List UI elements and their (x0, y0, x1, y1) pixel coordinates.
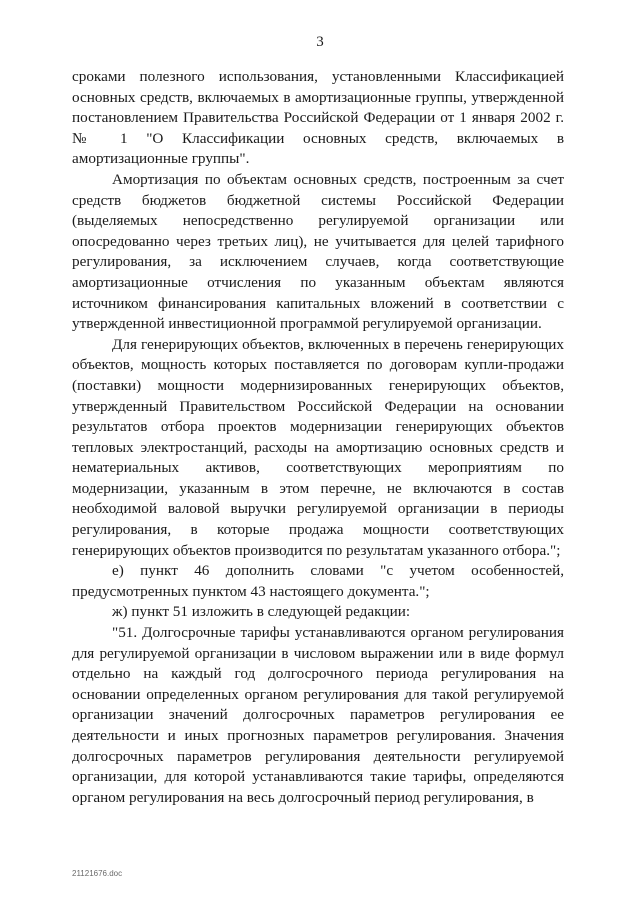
paragraph-clause-51: "51. Долгосрочные тарифы устанавливаются органом регулирования для регулируемой организации в числовом выражении или в виде формул отдельно на каждый год долгосрочного периода регулирования на основании определенных органом регулирования для такой регулируемой организации значений долгосрочных параметров регулирования ее деятельности и иных прогнозных параметров регулирования. Значения долгосрочных параметров регулирования деятельности регулируемой организации, для которой устанавливаются такие тарифы, определяются органом регулирования на весь долгосрочный период регулирования, в (72, 624, 564, 806)
page-number: 3 (316, 34, 324, 50)
footer-filename: 21121676.doc (72, 869, 123, 878)
paragraph-item-zh: ж) пункт 51 изложить в следующей редакции: (112, 603, 411, 621)
document-body (72, 67, 564, 808)
paragraph-item-e: е) пункт 46 дополнить словами "с учетом особенностей, предусмотренных пунктом 43 настоящего документа."; (72, 562, 564, 600)
paragraph-amortization-groups: сроками полезного использования, установленными Классификацией основных средств, включаемых в амортизационные группы, утвержденной постановлением Правительства Российской Федерации от 1 января 2002 г. № 1 "О Классификации основных средств, включаемых в амортизационные группы". (72, 68, 564, 168)
paragraph-budget-funded-assets: Амортизация по объектам основных средств, построенным за счет средств бюджетов бюджетной системы Российской Федерации (выделяемых непосредственно регулируемой организации или опосредованно через третьих лиц), не учитывается для целей тарифного регулирования, за исключением случаев, когда соответствующие амортизационные отчисления по указанным объектам являются источником финансирования капитальных вложений в соответствии с утвержденной инвестиционной программой регулируемой организации. (72, 170, 564, 333)
paragraph-generating-objects: Для генерирующих объектов, включенных в перечень генерирующих объектов, мощность которых поставляется по договорам купли-продажи (поставки) мощности модернизированных генерирующих объектов, утвержденный Правительством Российской Федерации на основании результатов отбора проектов модернизации генерирующих объектов тепловых электростанций, расходы на амортизацию основных средств и нематериальных активов, соответствующих мероприятиям по модернизации, указанным в этом перечне, не включаются в состав необходимой валовой выручки регулируемой организации в периоды регулирования, в которые продажа мощности соответствующих генерирующих объектов производится по результатам указанного отбора."; (72, 335, 564, 559)
